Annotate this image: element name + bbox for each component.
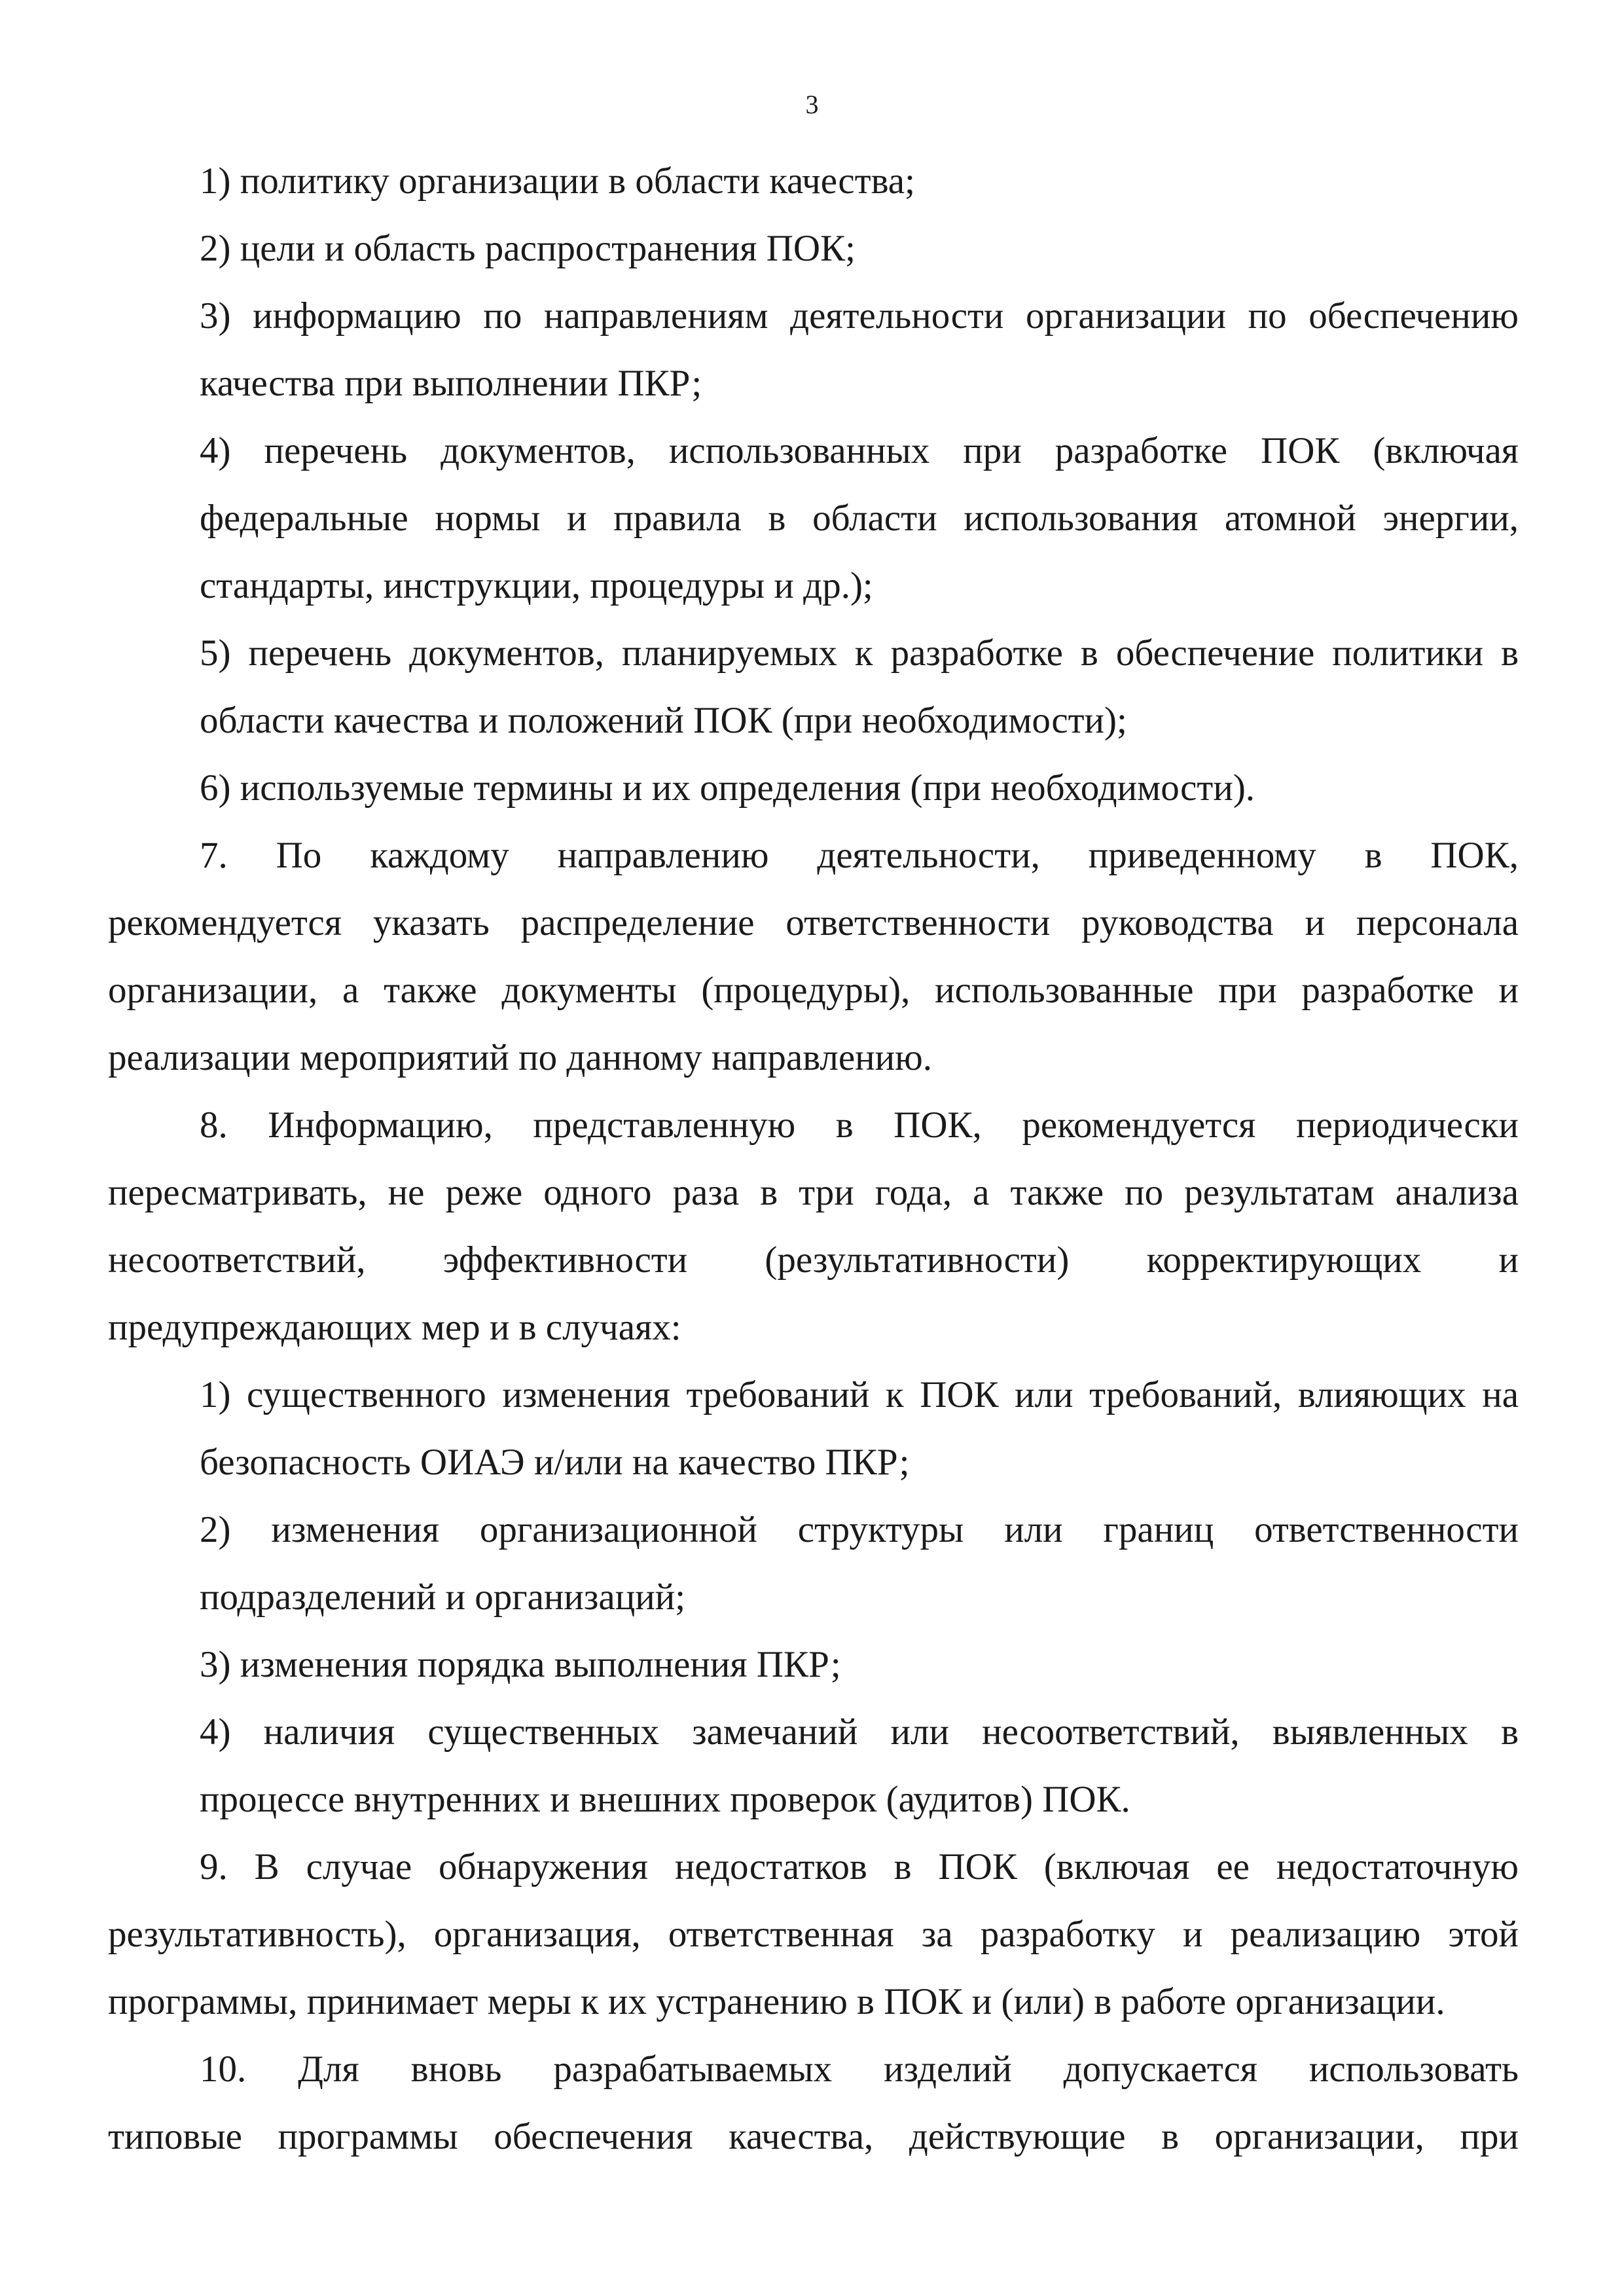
paragraph-line: организации, а также документы (процедуры), использованные при разработке и: [108, 970, 1519, 1011]
paragraph-line: несоответствий, эффективности (результативности) корректирующих и: [108, 1239, 1519, 1281]
paragraph-line: пересматривать, не реже одного раза в три года, а также по результатам анализа: [108, 1172, 1519, 1213]
paragraph-line: рекомендуется указать распределение ответственности руководства и персонала: [108, 902, 1519, 943]
paragraph-line: предупреждающих мер и в случаях:: [108, 1307, 681, 1348]
paragraph-line: реализации мероприятий по данному направлению.: [108, 1037, 932, 1078]
paragraph-line: программы, принимает меры к их устранению в ПОК и (или) в работе организации.: [108, 1981, 1445, 2022]
list-item: 6) используемые термины и их определения (при необходимости).: [200, 767, 1255, 809]
list-item: 2) цели и область распространения ПОК;: [200, 228, 856, 269]
list-item: 2) изменения организационной структуры или границ ответственности: [200, 1509, 1519, 1550]
list-item: 4) перечень документов, использованных при разработке ПОК (включая: [200, 430, 1519, 471]
list-item-continuation: подразделений и организаций;: [200, 1576, 686, 1618]
list-item: 5) перечень документов, планируемых к разработке в обеспечение политики в: [200, 632, 1519, 674]
list-item-continuation: качества при выполнении ПКР;: [200, 363, 702, 404]
paragraph-line: результативность), организация, ответственная за разработку и реализацию этой: [108, 1914, 1519, 1955]
list-item: 1) существенного изменения требований к ПОК или требований, влияющих на: [200, 1374, 1519, 1415]
paragraph-line: типовые программы обеспечения качества, действующие в организации, при: [108, 2116, 1519, 2157]
document-body: [108, 147, 1519, 2170]
paragraph-line: 10. Для вновь разрабатываемых изделий допускается использовать: [200, 2049, 1519, 2090]
paragraph-line: 9. В случае обнаружения недостатков в ПОК (включая ее недостаточную: [200, 1846, 1519, 1887]
list-item-continuation: безопасность ОИАЭ и/или на качество ПКР;: [200, 1442, 910, 1483]
list-item: 3) информацию по направлениям деятельности организации по обеспечению: [200, 295, 1519, 337]
paragraph-line: 8. Информацию, представленную в ПОК, рекомендуется периодически: [200, 1104, 1519, 1146]
paragraph-line: 7. По каждому направлению деятельности, приведенному в ПОК,: [200, 835, 1519, 876]
list-item-continuation: области качества и положений ПОК (при необходимости);: [200, 700, 1127, 741]
list-item-continuation: федеральные нормы и правила в области использования атомной энергии,: [200, 498, 1519, 539]
list-item: 1) политику организации в области качества;: [200, 160, 915, 202]
list-item-continuation: стандарты, инструкции, процедуры и др.);: [200, 565, 873, 606]
page-number: 3: [805, 90, 819, 119]
list-item: 3) изменения порядка выполнения ПКР;: [200, 1644, 841, 1685]
list-item: 4) наличия существенных замечаний или несоответствий, выявленных в: [200, 1711, 1519, 1753]
list-item-continuation: процессе внутренних и внешних проверок (аудитов) ПОК.: [200, 1779, 1130, 1820]
